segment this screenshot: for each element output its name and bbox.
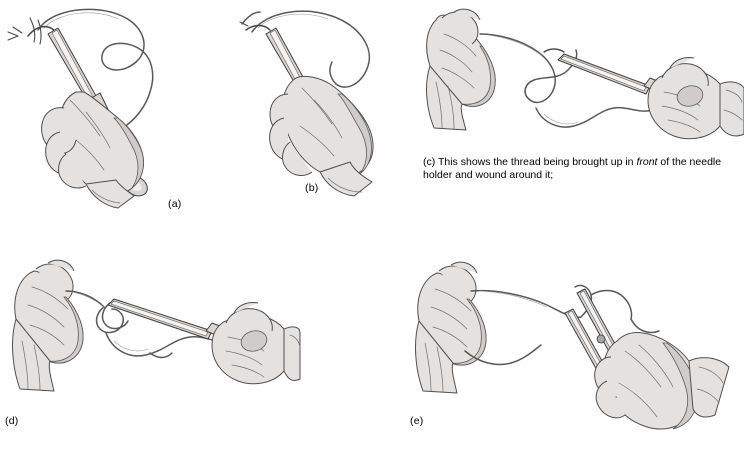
figure-panel-e	[405, 255, 744, 430]
panel-d-illustration	[0, 255, 300, 430]
panel-label-e: (e)	[410, 415, 424, 427]
panel-c-caption-part1: (c) This shows the thread being brought up in	[423, 156, 637, 168]
panel-c-caption	[423, 156, 735, 182]
figure-panel-a	[0, 0, 210, 215]
figure-panel-d	[0, 255, 300, 430]
panel-label-a: (a)	[168, 198, 182, 210]
panel-c-caption-line2: holder and wound around it;	[423, 169, 554, 181]
panel-c-caption-italic: front	[636, 156, 658, 168]
figure-panel-c	[418, 0, 744, 150]
panel-label-b: (b)	[305, 182, 319, 194]
panel-e-illustration	[405, 255, 744, 430]
figure-panel-b	[222, 0, 407, 200]
panel-label-d: (d)	[5, 415, 19, 427]
panel-c-caption-part2: of the needle	[657, 156, 722, 168]
panel-a-illustration	[0, 0, 210, 215]
panel-c-illustration	[418, 0, 744, 150]
panel-b-illustration	[222, 0, 407, 200]
